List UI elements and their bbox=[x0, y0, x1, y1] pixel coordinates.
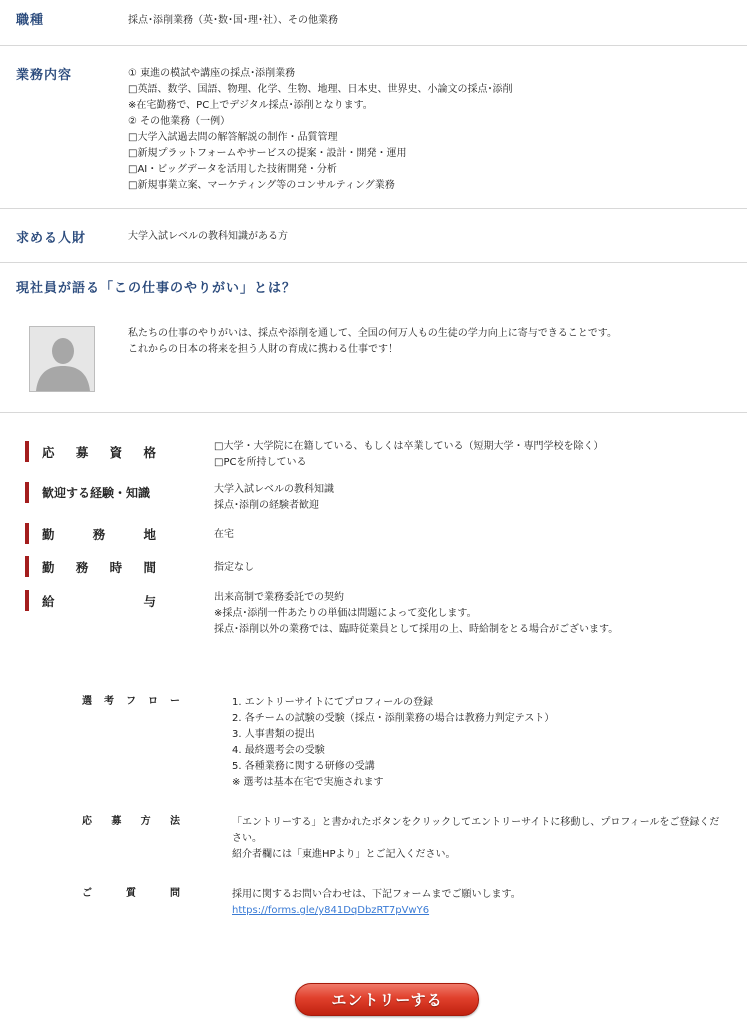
requirement-line: 採点･添削以外の業務では、臨時従業員として採用の上、時給制をとる場合がございます。 bbox=[214, 624, 619, 635]
employee-voice-line: 私たちの仕事のやりがいは、採点や添削を通して、全国の何万人もの生徒の学力向上に寄与できることです。 bbox=[128, 328, 617, 339]
requirement-line: ※採点･添削一件あたりの単価は問題によって変化します。 bbox=[214, 608, 477, 619]
ideal-person-label: 求める人財 bbox=[16, 231, 87, 246]
duties-line: ① 東進の模試や講座の採点･添削業務 bbox=[128, 68, 296, 79]
selection-flow-list bbox=[232, 695, 554, 791]
questions-label: ご 質 問 bbox=[82, 888, 180, 899]
apply-line: 紹介者欄には「東進HPより」とご記入ください。 bbox=[232, 849, 456, 860]
requirement-line: 採点･添削の経験者歓迎 bbox=[214, 500, 319, 511]
flow-step: 5. 各種業務に関する研修の受講 bbox=[232, 761, 375, 772]
entry-button[interactable]: エントリーする bbox=[295, 983, 479, 1016]
apply-line: さい。 bbox=[232, 833, 262, 844]
questions-text bbox=[232, 887, 521, 919]
duties-line: □英語、数学、国語、物理、化学、生物、地理、日本史、世界史、小論文の採点･添削 bbox=[128, 84, 513, 95]
duties-list bbox=[128, 66, 512, 194]
duties-line: ② その他業務（一例） bbox=[128, 116, 231, 127]
red-bar bbox=[25, 556, 29, 577]
requirement-value-qualifications bbox=[214, 439, 603, 471]
duties-line: ※在宅勤務で、PC上でデジタル採点･添削となります。 bbox=[128, 100, 373, 111]
how-to-apply-label: 応 募 方 法 bbox=[82, 816, 180, 827]
duties-line: □AI・ビッグデータを活用した技術開発・分析 bbox=[128, 164, 337, 175]
duties-line: □新規プラットフォームやサービスの提案・設計・開発・運用 bbox=[128, 148, 407, 159]
employee-voice-heading: 現社員が語る「この仕事のやりがい」とは？ bbox=[16, 281, 297, 296]
person-silhouette-icon bbox=[29, 326, 95, 392]
requirement-value-location: 在宅 bbox=[214, 529, 234, 540]
red-bar bbox=[25, 482, 29, 503]
requirement-line: □PCを所持している bbox=[214, 457, 307, 468]
employee-voice-text bbox=[128, 326, 617, 358]
requirement-label-hours: 勤 務 時 間 bbox=[42, 560, 156, 575]
inquiry-form-link[interactable]: https://forms.gle/y841DqDbzRT7pVwY6 bbox=[232, 905, 430, 916]
divider bbox=[0, 412, 747, 413]
requirement-line: 大学入試レベルの教科知識 bbox=[214, 484, 334, 495]
flow-step: 3. 人事書類の提出 bbox=[232, 729, 315, 740]
requirement-label-welcome: 歓迎する経験・知識 bbox=[42, 486, 151, 500]
requirement-label-salary: 給 与 bbox=[42, 594, 156, 609]
job-type-value: 採点･添削業務（英･数･国･理･社）、その他業務 bbox=[128, 15, 338, 26]
divider bbox=[0, 208, 747, 209]
red-bar bbox=[25, 441, 29, 462]
questions-line: 採用に関するお問い合わせは、下記フォームまでご願いします。 bbox=[232, 889, 521, 900]
requirement-label-location: 勤 務 地 bbox=[42, 527, 156, 542]
flow-step: ※ 選考は基本在宅で実施されます bbox=[232, 777, 384, 788]
red-bar bbox=[25, 523, 29, 544]
red-bar bbox=[25, 590, 29, 611]
flow-step: 1. エントリーサイトにてプロフィールの登録 bbox=[232, 697, 434, 708]
requirement-label-qualifications: 応 募 資 格 bbox=[42, 445, 156, 460]
duties-line: □新規事業立案、マーケティング等のコンサルティング業務 bbox=[128, 180, 395, 191]
employee-voice-line: これからの日本の将来を担う人財の育成に携わる仕事です！ bbox=[128, 344, 398, 355]
job-type-label: 職種 bbox=[16, 13, 45, 28]
how-to-apply-text bbox=[232, 815, 719, 863]
ideal-person-value: 大学入試レベルの教科知識がある方 bbox=[128, 231, 288, 242]
divider bbox=[0, 45, 747, 46]
duties-label: 業務内容 bbox=[16, 68, 73, 83]
flow-step: 2. 各チームの試験の受験（採点・添削業務の場合は教務力判定テスト） bbox=[232, 713, 555, 724]
selection-flow-label: 選 考 フ ロ ー bbox=[82, 696, 180, 707]
duties-line: □大学入試過去問の解答解説の制作・品質管理 bbox=[128, 132, 338, 143]
requirement-value-hours: 指定なし bbox=[214, 562, 254, 573]
flow-step: 4. 最終選考会の受験 bbox=[232, 745, 325, 756]
requirement-line: □大学・大学院に在籍している、もしくは卒業している（短期大学・専門学校を除く） bbox=[214, 441, 604, 452]
requirement-value-salary bbox=[214, 590, 618, 638]
divider bbox=[0, 262, 747, 263]
requirement-value-welcome bbox=[214, 482, 334, 514]
requirement-line: 出来高制で業務委託での契約 bbox=[214, 592, 344, 603]
apply-line: 「エントリーする」と書かれたボタンをクリックしてエントリーサイトに移動し、プロフィールをご登録くだ bbox=[232, 817, 720, 828]
